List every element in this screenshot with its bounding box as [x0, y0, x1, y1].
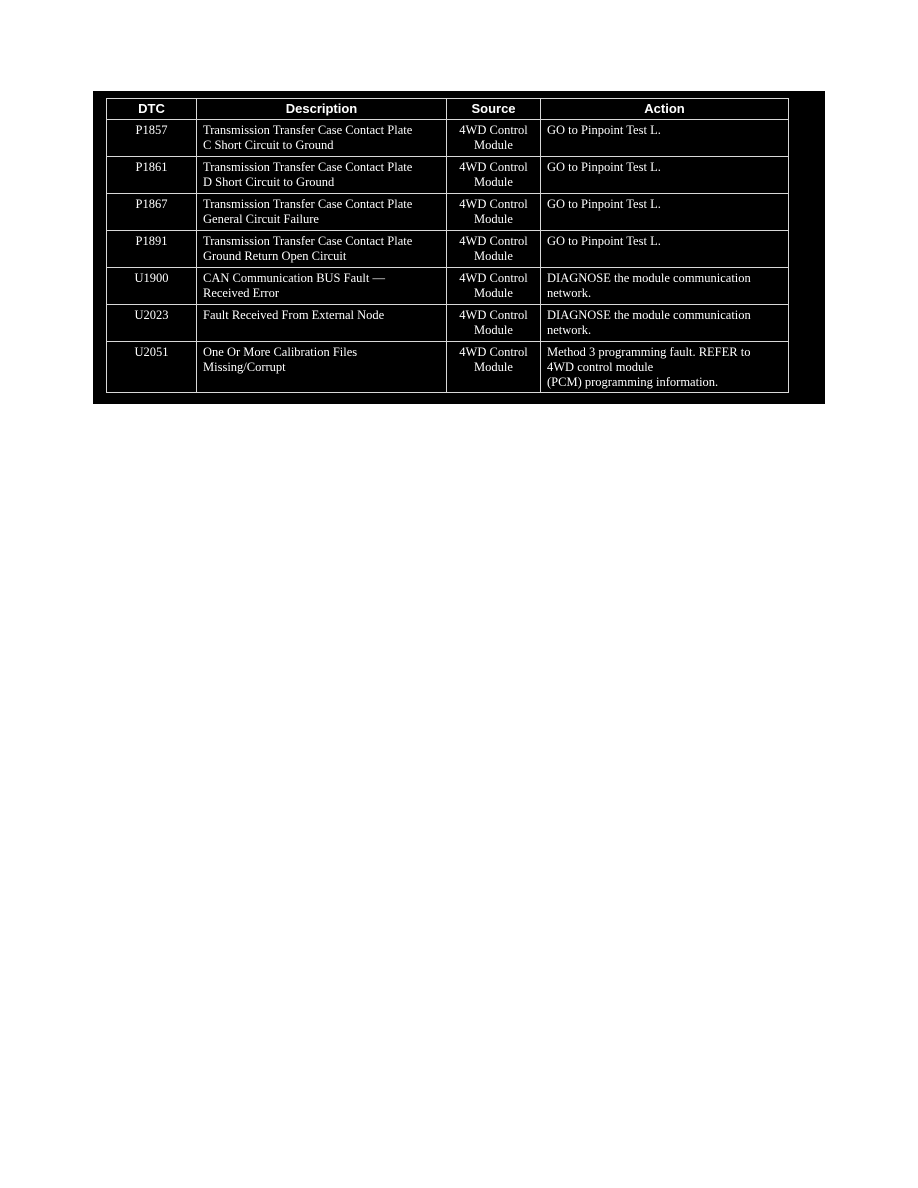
dtc-code: P1891	[107, 231, 197, 268]
dtc-action: DIAGNOSE the module communication network.	[541, 268, 789, 305]
dtc-action: DIAGNOSE the module communication network.	[541, 305, 789, 342]
table-row	[107, 305, 789, 342]
header-source: Source	[447, 99, 541, 120]
dtc-description: Transmission Transfer Case Contact Plate Ground Return Open Circuit	[197, 231, 447, 268]
dtc-code: P1861	[107, 157, 197, 194]
table-header-row	[107, 99, 789, 120]
table-row	[107, 194, 789, 231]
header-description: Description	[197, 99, 447, 120]
dtc-code: P1867	[107, 194, 197, 231]
dtc-description: CAN Communication BUS Fault — Received Error	[197, 268, 447, 305]
dtc-description: One Or More Calibration Files Missing/Corrupt	[197, 342, 447, 393]
table-row	[107, 120, 789, 157]
dtc-table-image	[93, 91, 825, 404]
header-dtc: DTC	[107, 99, 197, 120]
dtc-action: GO to Pinpoint Test L.	[541, 194, 789, 231]
table-row	[107, 342, 789, 393]
dtc-table	[106, 98, 789, 393]
dtc-source: 4WD Control Module	[447, 342, 541, 393]
dtc-description: Transmission Transfer Case Contact Plate C Short Circuit to Ground	[197, 120, 447, 157]
dtc-code: U2051	[107, 342, 197, 393]
table-row	[107, 231, 789, 268]
dtc-description: Transmission Transfer Case Contact Plate D Short Circuit to Ground	[197, 157, 447, 194]
dtc-source: 4WD Control Module	[447, 120, 541, 157]
dtc-description: Fault Received From External Node	[197, 305, 447, 342]
dtc-source: 4WD Control Module	[447, 268, 541, 305]
dtc-source: 4WD Control Module	[447, 305, 541, 342]
dtc-source: 4WD Control Module	[447, 231, 541, 268]
table-row	[107, 157, 789, 194]
dtc-action: GO to Pinpoint Test L.	[541, 231, 789, 268]
dtc-source: 4WD Control Module	[447, 157, 541, 194]
dtc-code: U1900	[107, 268, 197, 305]
dtc-action: Method 3 programming fault. REFER to 4WD control module (PCM) programming information.	[541, 342, 789, 393]
table-row	[107, 268, 789, 305]
dtc-action: GO to Pinpoint Test L.	[541, 157, 789, 194]
dtc-source: 4WD Control Module	[447, 194, 541, 231]
header-action: Action	[541, 99, 789, 120]
dtc-code: U2023	[107, 305, 197, 342]
dtc-action: GO to Pinpoint Test L.	[541, 120, 789, 157]
dtc-code: P1857	[107, 120, 197, 157]
dtc-description: Transmission Transfer Case Contact Plate General Circuit Failure	[197, 194, 447, 231]
